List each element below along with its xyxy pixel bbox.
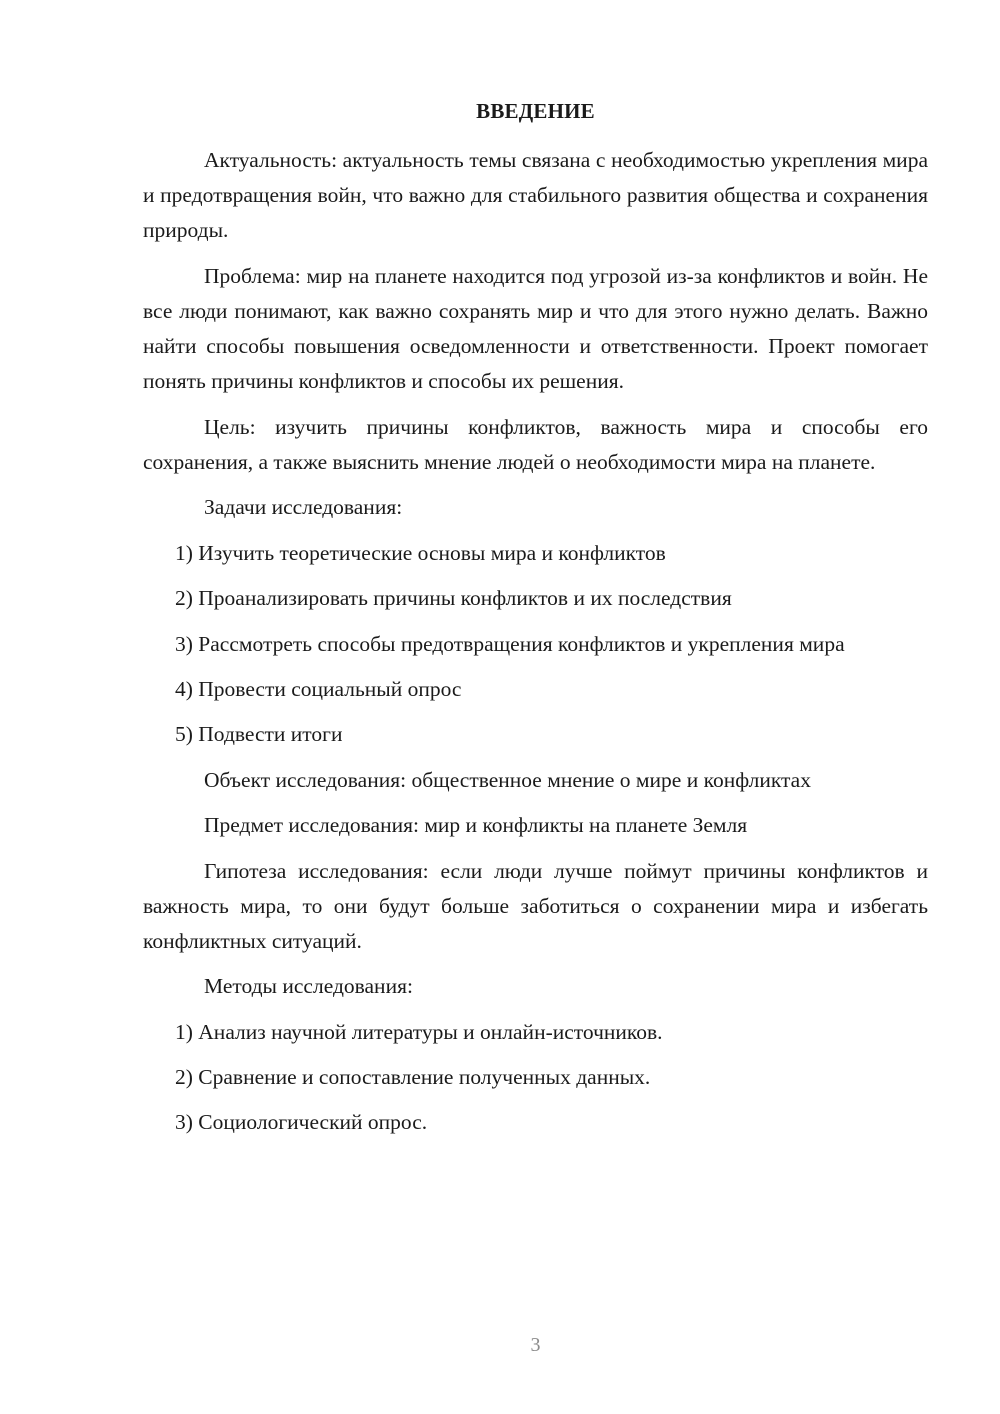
goal-paragraph: Цель: изучить причины конфликтов, важность мира и способы его сохранения, а также выяснить мнение людей о необходимости мира на планете. [143,414,928,474]
task-item: 3) Рассмотреть способы предотвращения конфликтов и укрепления мира [175,631,845,656]
task-item: 2) Проанализировать причины конфликтов и их последствия [175,586,732,611]
method-item: 2) Сравнение и сопоставление полученных данных. [175,1065,651,1090]
tasks-heading: Задачи исследования: [204,495,403,520]
subject-paragraph: Предмет исследования: мир и конфликты на планете Земля [204,813,748,838]
object-paragraph: Объект исследования: общественное мнение о мире и конфликтах [204,767,811,792]
hypothesis-paragraph: Гипотеза исследования: если люди лучше поймут причины конфликтов и важность мира, то они будут больше заботиться о сохранении мира и избегать конфликтных ситуаций. [143,858,928,953]
task-item: 1) Изучить теоретические основы мира и конфликтов [175,540,666,565]
relevance-paragraph: Актуальность: актуальность темы связана с необходимостью укрепления мира и предотвращения войн, что важно для стабильного развития общества и сохранения природы. [143,148,928,243]
method-item: 1) Анализ научной литературы и онлайн-источников. [175,1019,663,1044]
document-page [143,0,928,1414]
method-item: 3) Социологический опрос. [175,1110,428,1135]
page-number: 3 [530,1334,541,1356]
problem-paragraph: Проблема: мир на планете находится под угрозой из-за конфликтов и войн. Не все люди понимают, как важно сохранять мир и что для этого нужно делать. Важно найти способы повышения осведомленности и ответственности. Проект помогает понять причины конфликтов и способы их решения. [143,263,928,394]
task-item: 5) Подвести итоги [175,722,343,747]
methods-heading: Методы исследования: [204,974,413,999]
document-body [143,143,928,1151]
task-item: 4) Провести социальный опрос [175,676,462,701]
page-title: ВВЕДЕНИЕ [476,99,595,123]
